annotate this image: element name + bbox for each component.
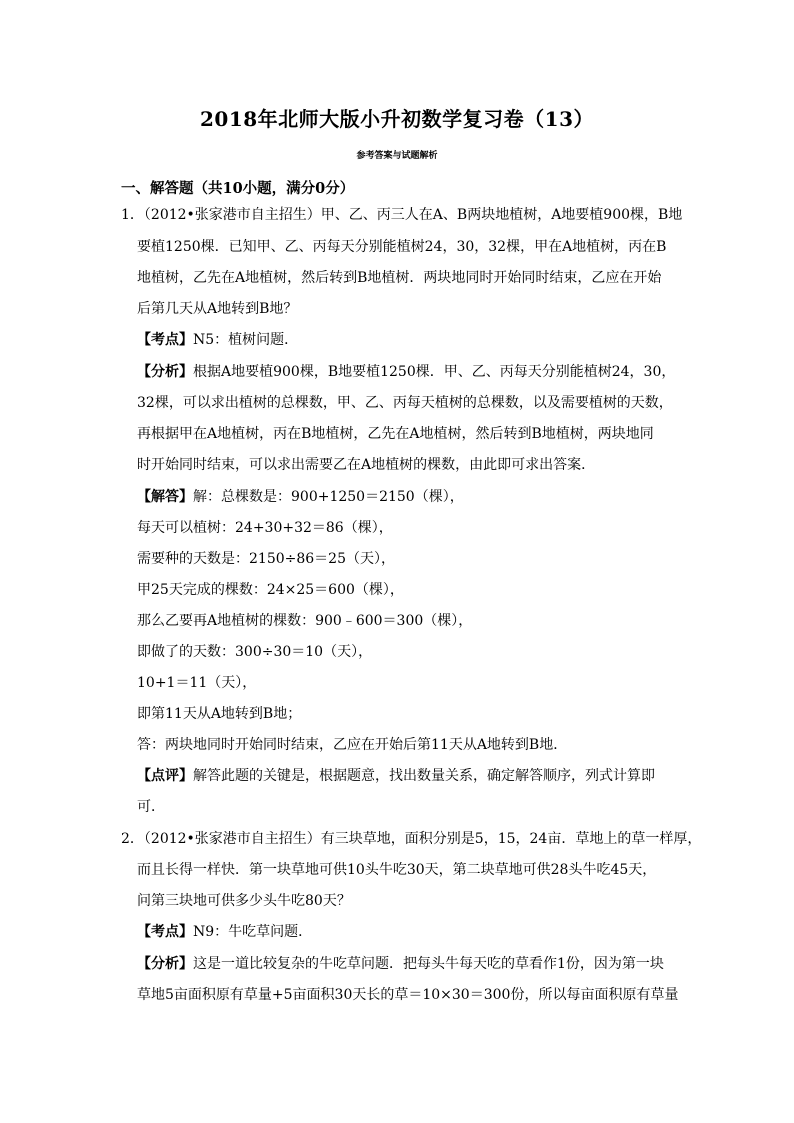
q1-line-4: 后第几天从A地转到B地？ [137,301,298,317]
q1-fenxi-line-1 [137,362,675,382]
q1-kaodian [137,330,298,350]
q2-fenxi-text-1: 这是一道比较复杂的牛吃草问题．把每头牛每天吃的草看作1份，因为第一块 [193,956,664,972]
q1-jieda-line-3: 需要种的天数是：2150÷86＝25（天）， [137,551,395,567]
q1-jieda-line-9: 答：两块地同时开始同时结束，乙应在开始后第11天从A地转到B地． [137,737,568,753]
page-title: 2018年北师大版小升初数学复习卷（13） [200,107,594,131]
q2-line-1: 2．（2012•张家港市自主招生）有三块草地，面积分别是5，15，24亩．草地上的草一样厚， [121,831,702,847]
q1-kaodian-text: N5：植树问题． [193,332,299,348]
q1-jieda-line-1 [137,487,464,507]
q1-dianping-text-1: 解答此题的关键是，根据题意，找出数量关系，确定解答顺序，列式计算即 [193,768,655,784]
jieda-tag: 【解答】 [137,489,193,505]
q2-line-3: 问第三块地可供多少头牛吃80天？ [137,893,351,909]
q1-fenxi-line-2: 32棵，可以求出植树的总棵数，甲、乙、丙每天植树的总棵数，以及需要植树的天数， [137,395,673,411]
kaodian-tag: 【考点】 [137,332,193,348]
q1-line-1: 1．（2012•张家港市自主招生）甲、乙、丙三人在A、B两块地植树，A地要植900棵，B地 [121,207,683,223]
dianping-tag: 【点评】 [137,768,193,784]
q1-fenxi-line-3: 再根据甲在A地植树，丙在B地植树，乙先在A地植树，然后转到B地植树，两块地同 [137,426,654,442]
q1-jieda-line-2: 每天可以植树：24+30+32＝86（棵）， [137,520,393,536]
q1-line-3: 地植树，乙先在A地植树，然后转到B地植树．两块地同时开始同时结束，乙应在开始 [137,270,662,286]
q2-line-2: 而且长得一样快．第一块草地可供10头牛吃30天，第二块草地可供28头牛吃45天， [137,862,657,878]
q1-dianping-line-1 [137,766,655,786]
fenxi-tag: 【分析】 [137,956,193,972]
section-heading: 一、解答题（共10小题，满分0分） [121,180,355,197]
q1-jieda-line-4: 甲25天完成的棵数：24×25＝600（棵）， [137,582,404,598]
kaodian-tag: 【考点】 [137,924,193,940]
page-subtitle: 参考答案与试题解析 [356,151,438,161]
q1-dianping-line-2: 可． [137,799,165,815]
q1-fenxi-line-4: 时开始同时结束，可以求出需要乙在A地植树的棵数，由此即可求出答案． [137,457,596,473]
q2-fenxi-line-2: 草地5亩面积原有草量+5亩面积30天长的草＝10×30＝300份，所以每亩面积原有草量 [137,987,679,1003]
q1-jieda-text-1: 解：总棵数是：900+1250＝2150（棵）， [193,489,464,505]
q1-fenxi-text-1: 根据A地要植900棵，B地要植1250棵．甲、乙、丙每天分别能植树24，30， [193,364,676,380]
q1-jieda-line-5: 那么乙要再A地植树的棵数：900﹣600＝300（棵）， [137,613,473,629]
fenxi-tag: 【分析】 [137,364,193,380]
q2-fenxi-line-1 [137,954,664,974]
q2-kaodian-text: N9：牛吃草问题． [193,924,313,940]
q1-jieda-line-8: 即第11天从A地转到B地； [137,706,302,722]
q2-kaodian [137,922,312,942]
q1-jieda-line-7: 10+1＝11（天）， [137,675,257,691]
q1-jieda-line-6: 即做了的天数：300÷30＝10（天）， [137,644,373,660]
q1-line-2: 要植1250棵．已知甲、乙、丙每天分别能植树24，30，32棵，甲在A地植树，丙在B [137,239,667,255]
